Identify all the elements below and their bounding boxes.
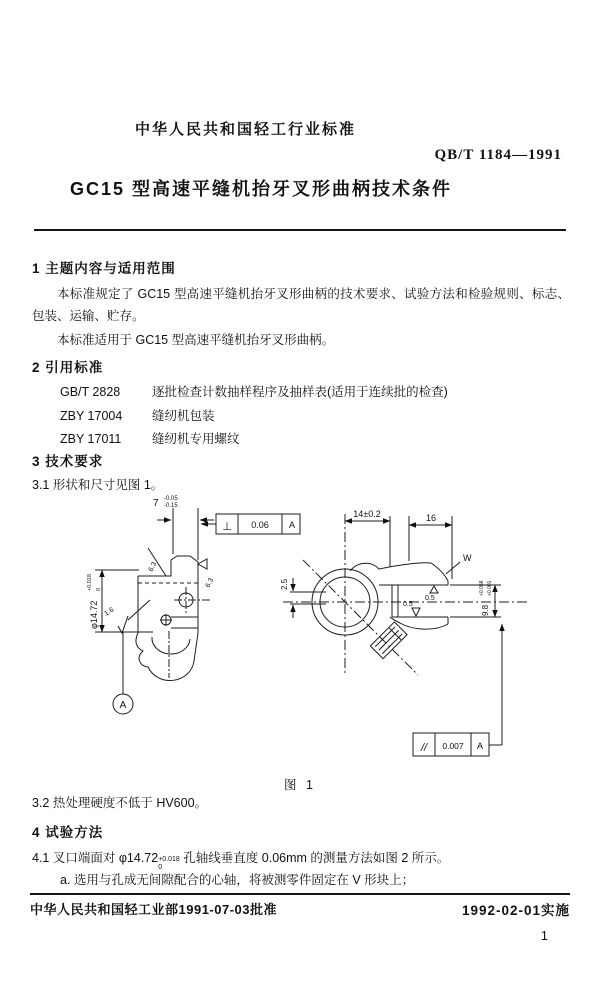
- perp-tolerance: 0.06: [251, 520, 269, 530]
- set-screw: [370, 622, 407, 659]
- figure-1-caption: 图 1: [284, 778, 316, 792]
- bore-lower-tol: 0: [96, 587, 102, 591]
- reference-item: [60, 382, 448, 400]
- roughness-6-3-right-label: 6.3: [204, 577, 216, 589]
- side-view-outline: [138, 556, 198, 633]
- page-number: 1: [540, 928, 548, 943]
- parallelism-symbol: //: [420, 742, 428, 754]
- roughness-check-1-6: [118, 616, 128, 633]
- fork-arm-top-contour: [350, 563, 448, 585]
- roughness-1-6-leader: [128, 600, 150, 620]
- dim98-lower-tol: +0.001: [487, 580, 493, 596]
- reference-item: [60, 406, 215, 424]
- header-label: 中华人民共和国轻工行业标准: [135, 121, 357, 138]
- w-label: W: [463, 553, 472, 563]
- dim16-label: 16: [425, 513, 437, 523]
- tolerance-lower: 0: [158, 863, 163, 871]
- reference-code: GB/T 2828: [60, 385, 121, 399]
- clause-4-1-dimension: φ14.72: [118, 851, 159, 865]
- roughness-1-6-label: 1.6: [103, 606, 116, 618]
- bore-upper-tol: +0.018: [87, 574, 93, 591]
- dim25-label: 2.5: [280, 578, 289, 590]
- lower-jaw-bottom-contour: [390, 617, 448, 629]
- clause-4-1-item-a: a. 选用与孔成无间隙配合的心轴，将被测零件固定在 V 形块上；: [60, 873, 415, 887]
- parallelism-datum: A: [476, 741, 484, 751]
- page-title: GC15 型高速平缝机抬牙叉形曲柄技术条件: [70, 179, 453, 199]
- datum-a-label: A: [119, 700, 127, 711]
- roughness-6-3-left-label: 6.3: [147, 561, 159, 573]
- dim98-value: 9.8: [481, 604, 490, 616]
- footer-implemented: 1992-02-01实施: [461, 903, 570, 918]
- clause-3-1: 3.1 形状和尺寸见图 1。: [32, 478, 164, 492]
- section-1-heading: 1 主题内容与适用范围: [32, 261, 176, 276]
- reference-code: ZBY 17004: [60, 409, 123, 423]
- section-4-heading: 4 试验方法: [32, 825, 104, 840]
- title-divider-rule: [34, 229, 566, 231]
- section-1-paragraph-2: 本标准适用于 GC15 型高速平缝机抬牙叉形曲柄。: [57, 333, 335, 347]
- dim98-upper-tol: +0.058: [479, 580, 485, 596]
- clause-4-1-suffix: 孔轴线垂直度 0.06mm 的测量方法如图 2 所示。: [179, 851, 450, 865]
- reference-title: 缝纫机包装: [152, 409, 215, 423]
- clause-4-1-prefix: 4.1 叉口端面对: [32, 851, 119, 865]
- parallelism-tolerance: 0.007: [442, 741, 464, 751]
- reference-item: [60, 429, 240, 447]
- footer-divider-rule: [30, 893, 570, 895]
- perp-symbol: ⊥: [222, 521, 232, 533]
- section-2-heading: 2 引用标准: [32, 360, 104, 375]
- tolerance-upper: +0.018: [158, 856, 180, 863]
- roughness-0-5-left-mark: [412, 608, 420, 616]
- section-3-heading: 3 技术要求: [32, 454, 104, 469]
- perp-datum: A: [288, 520, 296, 530]
- dim14-label: 14±0.2: [353, 509, 381, 519]
- dim7-upper-tol: -0.05: [164, 496, 178, 502]
- w-label-leader: [446, 562, 460, 574]
- roughness-0-5-left-label: 0.5: [403, 601, 413, 608]
- dim7-lower-tol: -0.15: [164, 503, 178, 509]
- reference-code: ZBY 17011: [60, 432, 122, 446]
- roughness-0-5-right-mark: [430, 586, 438, 593]
- clause-3-2: 3.2 热处理硬度不低于 HV600。: [32, 796, 208, 810]
- bore-dim-text: φ14.72: [89, 600, 99, 629]
- reference-title: 逐批检查计数抽样程序及抽样表(适用于连续批的检查): [152, 385, 448, 399]
- dim7-value: 7: [153, 498, 159, 509]
- roughness-0-5-right-label: 0.5: [425, 595, 435, 602]
- standard-number: QB/T 1184—1991: [434, 147, 562, 163]
- fork-saddle-inner: [152, 637, 190, 654]
- reference-title: 缝纫机专用螺纹: [152, 432, 240, 446]
- figure-1-drawing: [40, 490, 560, 776]
- clause-4-1: [32, 847, 570, 871]
- section-1-paragraph-1: 本标准规定了 GC15 型高速平缝机抬牙叉形曲柄的技术要求、试验方法和检验规则、标志、包装、运输、贮存。: [32, 287, 570, 323]
- roughness-6-3-right-mark: [198, 559, 207, 569]
- footer-approved: 中华人民共和国轻工业部1991-07-03批准: [30, 902, 277, 917]
- fork-saddle-outer: [136, 633, 198, 681]
